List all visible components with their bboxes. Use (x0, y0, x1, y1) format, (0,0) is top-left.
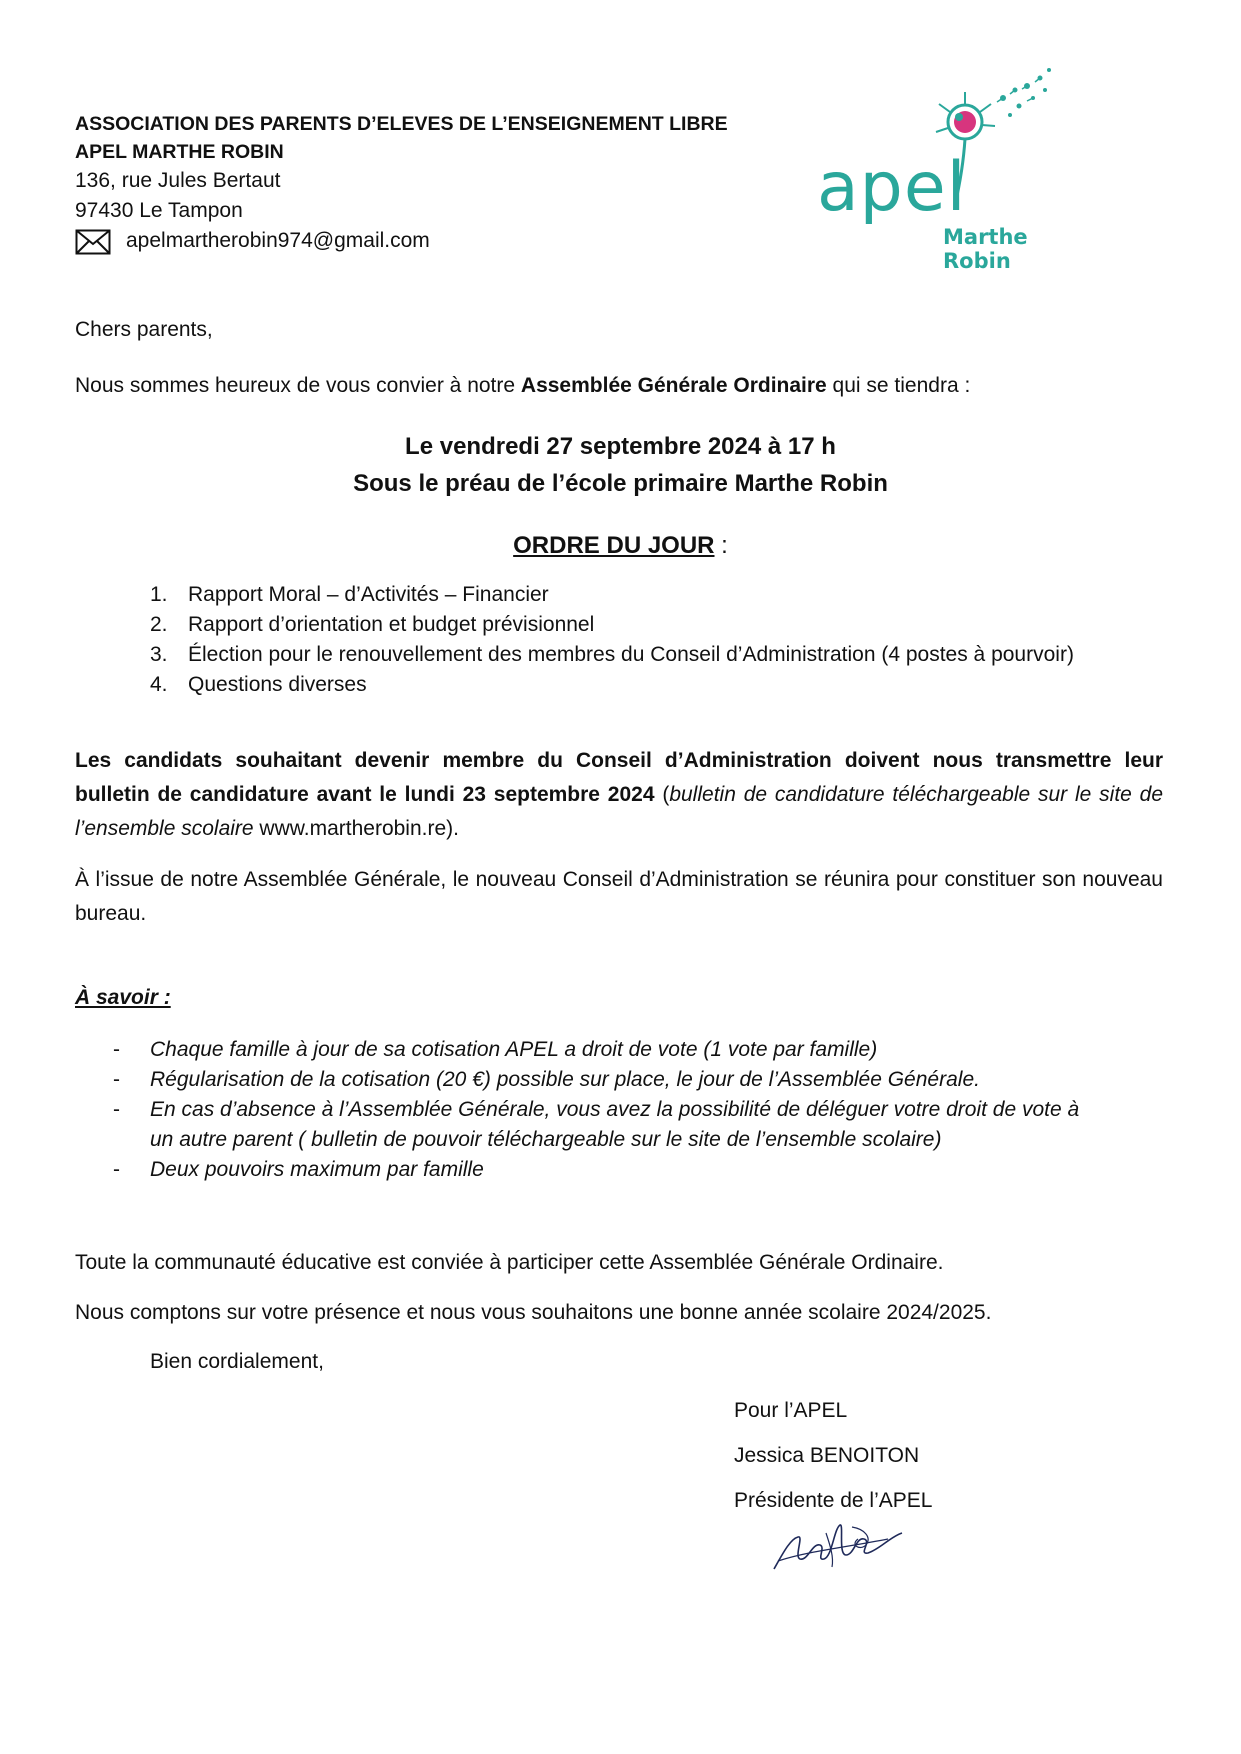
meeting-name: Assemblée Générale Ordinaire (520, 374, 827, 397)
agenda-number: 2. (150, 613, 168, 636)
agenda-heading (0, 532, 1241, 561)
agenda-title: ORDRE DU JOUR (513, 532, 715, 559)
apel-logo (805, 60, 1065, 280)
email-address[interactable]: apelmartherobin974@gmail.com (126, 229, 430, 252)
agenda-number: 4. (150, 673, 168, 696)
know-text: Régularisation de la cotisation (20 €) possible sur place, le jour de l’Assemblée Générale. (150, 1068, 980, 1091)
agenda-number: 1. (150, 583, 168, 606)
signature-for: Pour l’APEL (734, 1399, 848, 1422)
agenda-item (150, 642, 1074, 667)
intro-text: Nous sommes heureux de vous convier à notre (75, 374, 521, 397)
agenda-colon: : (714, 532, 728, 559)
know-text: Chaque famille à jour de sa cotisation APEL a droit de vote (1 vote par famille) (150, 1038, 878, 1061)
agenda-item (150, 582, 549, 607)
city-line: 97430 Le Tampon (75, 199, 243, 222)
know-item-continued: un autre parent ( bulletin de pouvoir téléchargeable sur le site de l’ensemble scolaire) (150, 1128, 942, 1151)
after-meeting-paragraph: À l’issue de notre Assemblée Générale, le nouveau Conseil d’Administration se réunira pour constituer son nouveau bureau. (75, 868, 1163, 925)
bullet-dash: - (113, 1158, 120, 1181)
greeting: Chers parents, (75, 318, 213, 341)
agenda-item (150, 612, 594, 637)
candidates-paragraph (75, 744, 1163, 846)
envelope-icon (75, 229, 111, 255)
agenda-text: Rapport Moral – d’Activités – Financier (188, 583, 549, 606)
agenda-text: Rapport d’orientation et budget prévisionnel (188, 613, 595, 636)
presence-sentence: Nous comptons sur votre présence et nous vous souhaitons une bonne année scolaire 2024/2025. (75, 1301, 992, 1324)
address-line: 136, rue Jules Bertaut (75, 169, 281, 192)
bullet-dash: - (113, 1038, 120, 1061)
agenda-text: Questions diverses (188, 673, 367, 696)
intro-paragraph (75, 373, 970, 398)
signatory-name: Jessica BENOITON (734, 1444, 920, 1467)
know-text: Deux pouvoirs maximum par famille (150, 1158, 484, 1181)
paren-open: ( (654, 783, 670, 806)
agenda-number: 3. (150, 643, 168, 666)
website-link[interactable]: www.martherobin.re). (253, 817, 459, 840)
candidates-note: bulletin de candidature téléchargeable sur le site de l’ensemble scolaire (75, 783, 1163, 840)
intro-text-end: qui se tiendra : (826, 374, 971, 397)
signatory-role: Présidente de l’APEL (734, 1489, 933, 1512)
know-item (113, 1097, 1079, 1122)
bullet-dash: - (113, 1098, 120, 1121)
agenda-text: Élection pour le renouvellement des membres du Conseil d’Administration (4 postes à pourvoir) (188, 643, 1074, 666)
org-short-name: APEL MARTHE ROBIN (75, 141, 284, 163)
logo-wordmark: apel (817, 148, 967, 227)
bullet-dash: - (113, 1068, 120, 1091)
handwritten-signature (768, 1515, 908, 1575)
community-sentence: Toute la communauté éducative est conviée à participer cette Assemblée Générale Ordinaire. (75, 1251, 944, 1274)
candidates-deadline: Les candidats souhaitant devenir membre du Conseil d’Administration doivent nous transmettre leur bulletin de candidature avant le lundi 23 septembre 2024 (75, 749, 1163, 806)
know-item (113, 1157, 484, 1182)
know-heading: À savoir : (75, 986, 171, 1009)
meeting-date: Le vendredi 27 septembre 2024 à 17 h (405, 433, 836, 460)
know-item (113, 1037, 877, 1062)
know-text: En cas d’absence à l’Assemblée Générale, vous avez la possibilité de déléguer votre droit de vote à (150, 1098, 1080, 1121)
know-item (113, 1067, 980, 1092)
org-name: ASSOCIATION DES PARENTS D’ELEVES DE L’ENSEIGNEMENT LIBRE (75, 113, 728, 135)
meeting-place: Sous le préau de l’école primaire Marthe Robin (353, 470, 888, 497)
closing-formula: Bien cordialement, (150, 1350, 324, 1373)
agenda-item (150, 672, 367, 697)
logo-subtitle-1: Marthe (943, 225, 1028, 249)
logo-subtitle-2: Robin (943, 249, 1011, 273)
